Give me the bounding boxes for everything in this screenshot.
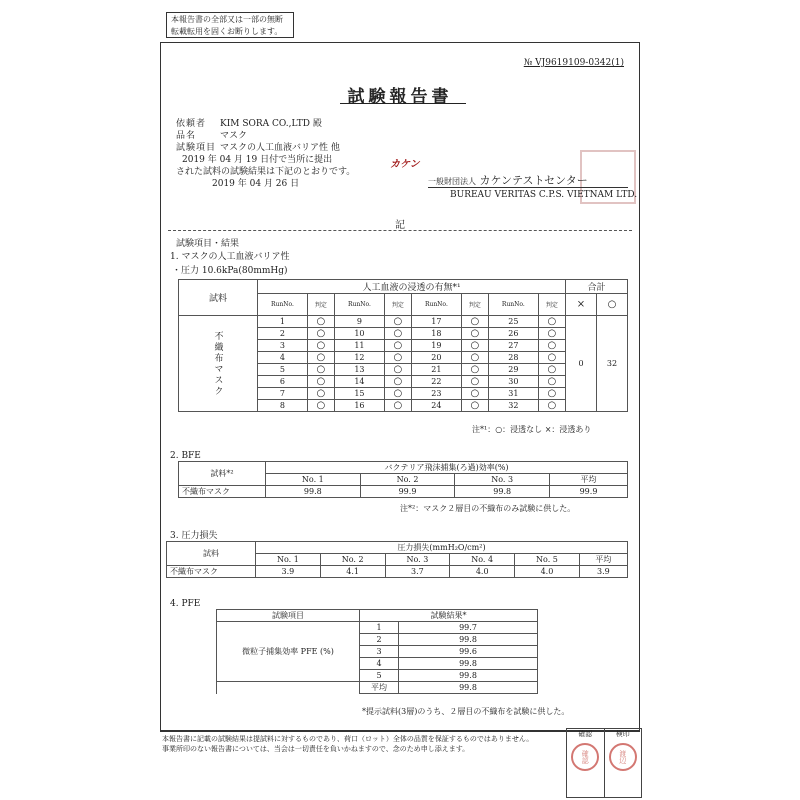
- pl-sample-name: 不織布マスク: [167, 566, 256, 578]
- pl-value: 3.7: [385, 566, 450, 578]
- judgement-cell: ○: [538, 400, 565, 412]
- submitted-line: 2019 年 04 月 19 日付で当所に提出: [182, 155, 333, 165]
- run-number: 23: [411, 388, 461, 400]
- run-number: 31: [488, 388, 538, 400]
- judgement-cell: ○: [538, 316, 565, 328]
- sample-header: 試料: [179, 280, 258, 316]
- table-row: [179, 316, 628, 328]
- client-label: 依頼者: [176, 119, 207, 129]
- confirm-box: [567, 729, 605, 797]
- judgement-cell: ○: [384, 340, 411, 352]
- judgement-cell: ○: [461, 364, 488, 376]
- judgement-cell: ○: [538, 388, 565, 400]
- bfe-sample-header: 試料*²: [179, 462, 266, 486]
- judgement-cell: ○: [307, 364, 334, 376]
- bfe-value: 99.9: [550, 486, 628, 498]
- judgement-cell: ○: [461, 340, 488, 352]
- judge-label: 判定: [307, 294, 334, 316]
- run-number: 6: [258, 376, 308, 388]
- judgement-cell: ○: [307, 400, 334, 412]
- notice-line-2: 転載転用を固くお断りします。: [171, 27, 283, 36]
- run-number: 4: [258, 352, 308, 364]
- section4-title: 4. PFE: [170, 599, 201, 609]
- inspect-label: 検印: [615, 730, 630, 738]
- inspect-box: [605, 729, 642, 797]
- ki-divider: [168, 230, 632, 231]
- judgement-cell: ○: [384, 352, 411, 364]
- judgement-cell: ○: [384, 316, 411, 328]
- pfe-row-value: 99.8: [399, 670, 538, 682]
- ki-heading: 記: [395, 220, 405, 231]
- run-number: 14: [334, 376, 384, 388]
- table-row: [217, 682, 538, 694]
- section2-title: 2. BFE: [170, 451, 201, 461]
- confirm-seal: [571, 743, 599, 771]
- total-cross-header: ×: [566, 294, 597, 316]
- pl-col-header: 平均: [579, 554, 627, 566]
- judgement-cell: ○: [538, 340, 565, 352]
- bfe-value: 99.8: [455, 486, 550, 498]
- run-number: 28: [488, 352, 538, 364]
- judgement-cell: ○: [461, 388, 488, 400]
- judgement-cell: ○: [461, 400, 488, 412]
- kaken-logo: カケン: [390, 159, 420, 170]
- run-number: 17: [411, 316, 461, 328]
- seal1-text: 確認: [581, 750, 590, 764]
- run-number: 9: [334, 316, 384, 328]
- org-name-jp: [428, 172, 588, 188]
- run-number: 7: [258, 388, 308, 400]
- judgement-cell: ○: [384, 328, 411, 340]
- run-number: 32: [488, 400, 538, 412]
- client-value: KIM SORA CO.,LTD 殿: [220, 119, 322, 129]
- judgement-cell: ○: [384, 376, 411, 388]
- bfe-group-header: バクテリア飛沫捕集(ろ過)効率(%): [266, 462, 628, 474]
- run-number: 1: [258, 316, 308, 328]
- judgement-cell: ○: [461, 376, 488, 388]
- pl-col-header: No. 5: [515, 554, 580, 566]
- judgement-cell: ○: [461, 328, 488, 340]
- judgement-cell: ○: [461, 352, 488, 364]
- run-number: 29: [488, 364, 538, 376]
- pfe-row-no: 2: [360, 634, 399, 646]
- title-underline: [340, 103, 466, 104]
- bfe-value: 99.8: [266, 486, 361, 498]
- pfe-blank-cell: [217, 682, 360, 694]
- bfe-col-header: No. 2: [360, 474, 455, 486]
- barrier-group-header: 人工血液の浸透の有無*¹: [258, 280, 566, 294]
- bfe-sample-name: 不織布マスク: [179, 486, 266, 498]
- total-circle-header: ○: [597, 294, 628, 316]
- org-name-en: BUREAU VERITAS C.P.S. VIETNAM LTD.: [450, 190, 638, 200]
- judgement-cell: ○: [538, 328, 565, 340]
- judgement-cell: ○: [307, 340, 334, 352]
- run-label: RunNo.: [488, 294, 538, 316]
- org-prefix: 一般財団法人: [428, 177, 476, 186]
- run-number: 22: [411, 376, 461, 388]
- bfe-table: [178, 461, 628, 498]
- run-number: 16: [334, 400, 384, 412]
- report-date: 2019 年 04 月 26 日: [212, 179, 300, 189]
- pl-group-header: 圧力損失(mmH₂O/cm²): [256, 542, 628, 554]
- run-label: RunNo.: [334, 294, 384, 316]
- run-number: 3: [258, 340, 308, 352]
- notice-line-1: 本報告書の全部又は一部の無断: [171, 15, 283, 24]
- barrier-table: [178, 279, 628, 412]
- bfe-col-header: 平均: [550, 474, 628, 486]
- barrier-sample-name: 不織布マスク: [179, 316, 258, 412]
- pfe-row-value: 99.6: [399, 646, 538, 658]
- judge-label: 判定: [384, 294, 411, 316]
- report-number: № VJ9619109-0342(1): [523, 58, 624, 68]
- pfe-row-value: 99.8: [399, 682, 538, 694]
- pfe-row-no: 平均: [360, 682, 399, 694]
- run-number: 11: [334, 340, 384, 352]
- run-number: 30: [488, 376, 538, 388]
- run-number: 19: [411, 340, 461, 352]
- run-number: 5: [258, 364, 308, 376]
- run-number: 18: [411, 328, 461, 340]
- footer-line-1: 本報告書に記載の試験結果は提試料に対するものであり、荷口（ロット）全体の品質を保証するものではありません。: [162, 735, 534, 743]
- items-value: マスクの人工血液バリア性 他: [220, 143, 340, 153]
- items-label: 試験項目: [176, 143, 217, 153]
- pfe-row-no: 5: [360, 670, 399, 682]
- inspect-seal: [609, 743, 637, 771]
- pfe-item-header: 試験項目: [217, 610, 360, 622]
- approval-boxes: [566, 728, 642, 798]
- run-label: RunNo.: [258, 294, 308, 316]
- org-divider: [428, 187, 628, 188]
- pfe-result-header: 試験結果*: [360, 610, 538, 622]
- judgement-cell: ○: [307, 388, 334, 400]
- meta-block: [176, 118, 355, 190]
- run-number: 15: [334, 388, 384, 400]
- pl-value: 3.9: [256, 566, 321, 578]
- run-number: 13: [334, 364, 384, 376]
- pfe-row-value: 99.8: [399, 634, 538, 646]
- bfe-value: 99.9: [360, 486, 455, 498]
- judge-label: 判定: [538, 294, 565, 316]
- judgement-cell: ○: [538, 364, 565, 376]
- judgement-cell: ○: [538, 376, 565, 388]
- pfe-row-no: 1: [360, 622, 399, 634]
- pfe-row-value: 99.7: [399, 622, 538, 634]
- run-label: RunNo.: [411, 294, 461, 316]
- results-heading: 試験項目・結果: [176, 239, 240, 249]
- footer-text: [162, 734, 533, 754]
- table-row: [217, 622, 538, 634]
- pl-sample-header: 試料: [167, 542, 256, 566]
- judgement-cell: ○: [461, 316, 488, 328]
- judgement-cell: ○: [384, 364, 411, 376]
- section4-note: *提示試料(3層)のうち、２層目の不織布を試験に供した。: [362, 707, 570, 716]
- run-number: 26: [488, 328, 538, 340]
- pl-value: 4.0: [515, 566, 580, 578]
- pfe-row-no: 3: [360, 646, 399, 658]
- pl-col-header: No. 4: [450, 554, 515, 566]
- confirm-label: 確認: [578, 730, 593, 738]
- section2-note: 注*²：マスク２層目の不織布のみ試験に供した。: [400, 504, 576, 513]
- run-number: 24: [411, 400, 461, 412]
- run-number: 25: [488, 316, 538, 328]
- pl-value: 3.9: [579, 566, 627, 578]
- run-number: 20: [411, 352, 461, 364]
- run-number: 10: [334, 328, 384, 340]
- org-name: カケンテストセンター: [479, 174, 588, 187]
- judge-label: 判定: [461, 294, 488, 316]
- pfe-row-value: 99.8: [399, 658, 538, 670]
- pressure-loss-table: [166, 541, 628, 578]
- pfe-table: [216, 609, 538, 694]
- judgement-cell: ○: [384, 400, 411, 412]
- pfe-item-name: 微粒子捕集効率 PFE (%): [217, 622, 360, 682]
- pl-col-header: No. 2: [320, 554, 385, 566]
- total-circle-value: 32: [597, 316, 628, 412]
- pfe-row-no: 4: [360, 658, 399, 670]
- page-title: 試験報告書: [347, 87, 453, 107]
- section1-note: 注*¹：○：浸透なし ×：浸透あり: [472, 425, 592, 434]
- footer-line-2: 事業所印のない報告書については、当会は一切責任を負いかねますので、念のため申し添えます。: [162, 745, 470, 753]
- product-value: マスク: [220, 131, 248, 141]
- run-number: 8: [258, 400, 308, 412]
- judgement-cell: ○: [384, 388, 411, 400]
- seal2-text: 渡辺: [618, 750, 627, 764]
- total-cross-value: 0: [566, 316, 597, 412]
- bfe-col-header: No. 1: [266, 474, 361, 486]
- pl-col-header: No. 1: [256, 554, 321, 566]
- run-number: 27: [488, 340, 538, 352]
- run-number: 21: [411, 364, 461, 376]
- judgement-cell: ○: [307, 376, 334, 388]
- pl-value: 4.1: [320, 566, 385, 578]
- results-line: された試料の試験結果は下記のとおりです。: [176, 167, 356, 177]
- judgement-cell: ○: [307, 316, 334, 328]
- product-label: 品名: [176, 131, 197, 141]
- judgement-cell: ○: [307, 328, 334, 340]
- bfe-col-header: No. 3: [455, 474, 550, 486]
- section3-title: 3. 圧力損失: [170, 531, 218, 541]
- total-header: 合計: [566, 280, 628, 294]
- judgement-cell: ○: [538, 352, 565, 364]
- run-number: 2: [258, 328, 308, 340]
- section1-subtitle: ・圧力 10.6kPa(80mmHg): [172, 266, 288, 276]
- reproduction-notice: [166, 12, 294, 38]
- pl-value: 4.0: [450, 566, 515, 578]
- section1-title: 1. マスクの人工血液バリア性: [170, 252, 290, 262]
- judgement-cell: ○: [307, 352, 334, 364]
- pl-col-header: No. 3: [385, 554, 450, 566]
- run-number: 12: [334, 352, 384, 364]
